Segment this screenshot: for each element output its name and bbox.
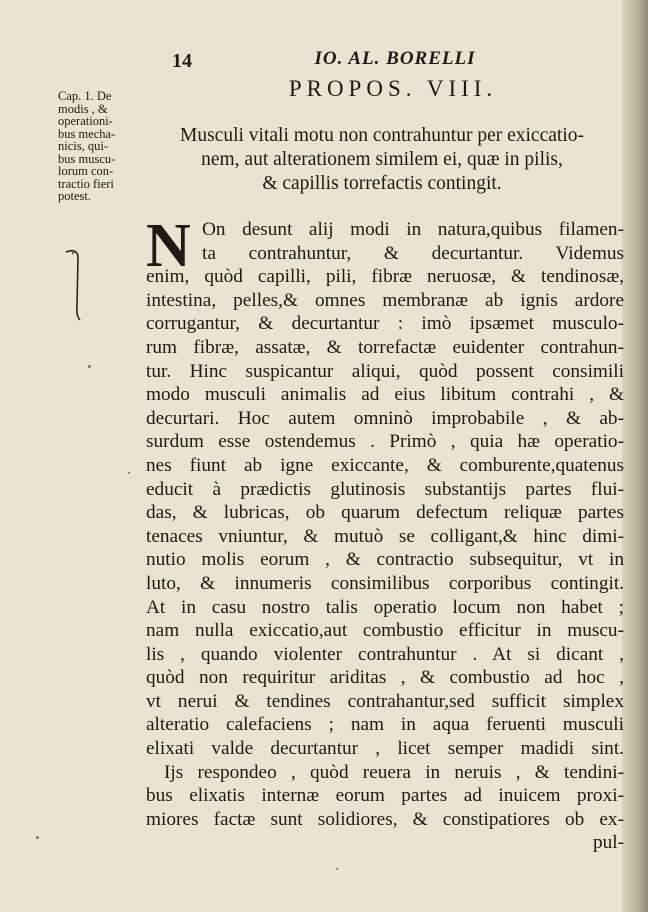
body-line: On desunt alij modi in natura,quibus filamen-: [202, 219, 624, 240]
body-line: modo musculi animalis ad eius libitum contrahi , &: [146, 384, 624, 406]
proposition-title: PROPOS. VIII.: [288, 76, 498, 101]
paper-speck: [336, 868, 338, 870]
heading-line: nem, aut alterationem similem ei, quæ in pilis,: [201, 149, 563, 170]
body-line: enim, quòd capilli, pili, fibræ neruosæ, & tendinosæ,: [146, 266, 624, 288]
margin-note-line: bus muscu-: [58, 151, 116, 166]
margin-note-line: tractio fieri: [58, 176, 114, 191]
body-line: Ijs respondeo , quòd reuera in neruis , & tendini-: [164, 761, 624, 783]
paper-speck: [36, 836, 39, 839]
page-number: 14: [172, 50, 192, 72]
margin-note-line: lorum con-: [58, 164, 114, 178]
body-line: miores factæ sunt solidiores, & constipatiores ob ex-: [146, 808, 624, 830]
body-line: bus elixatis internæ eorum partes ad inuicem proxi-: [146, 785, 624, 807]
drop-cap: N: [146, 212, 191, 280]
margin-bracket-mark: [62, 246, 92, 326]
body-line: educit à prædictis glutinosis substantijs partes flui-: [146, 478, 624, 500]
heading-line: Musculi vitali motu non contrahuntur per exiccatio-: [180, 125, 584, 146]
body-line: das, & lubricas, ob quarum defectum reliquæ partes: [146, 502, 624, 524]
body-line: alteratio calefaciens ; nam in aqua feruenti musculi: [146, 714, 624, 736]
body-line: vt nerui & tendines contrahantur,sed sufficit simplex: [146, 690, 624, 712]
margin-note-line: Cap. 1. De: [58, 89, 112, 103]
body-line: nutio molis eorum , & contractio subsequitur, vt in: [146, 549, 624, 571]
margin-note-line: operationi-: [58, 114, 113, 128]
body-text: [146, 212, 624, 855]
margin-note-line: bus mecha-: [58, 126, 116, 141]
heading-line: & capillis torrefactis contingit.: [262, 173, 502, 194]
body-line: tur. Hinc suspicantur aliqui, quòd possent consimili: [146, 360, 624, 382]
body-line: nam nulla exiccatio,aut combustio efficitur in muscu-: [146, 620, 624, 642]
catchword: pul-: [592, 832, 624, 854]
body-line: quòd non requiritur ariditas , & combustio ad hoc ,: [146, 667, 624, 689]
body-line: lis , quando violenter contrahuntur . At si dicant ,: [146, 643, 624, 665]
margin-note-line: nicis, qui-: [58, 139, 108, 153]
paper-speck: [128, 472, 130, 474]
running-head: IO. AL. BORELLI: [314, 48, 476, 69]
body-line: nes fiunt ab igne exiccante, & comburente,quatenus: [146, 454, 624, 476]
body-line: luto, & innumeris consimilibus corporibus contingit.: [146, 572, 624, 594]
body-line: elixati valde decurtantur , licet semper madidi sint.: [146, 738, 624, 760]
body-line: At in casu nostro talis operatio locum non habet ;: [146, 596, 624, 618]
body-line: decurtari. Hoc autem omninò improbabile , & ab-: [146, 407, 624, 429]
margin-note: [58, 90, 140, 203]
margin-note-line: potest.: [58, 189, 91, 203]
body-line: surdum esse ostendemus . Primò , quia hæ operatio-: [146, 431, 624, 453]
body-line: corrugantur, & decurtantur : imò ipsæmet musculo-: [146, 313, 624, 335]
body-line: tenaces vniuntur, & mutuò se colligant,& hinc dimi-: [146, 525, 624, 547]
body-line: rum fibræ, assatæ, & torrefactæ euidenter contrahun-: [146, 336, 624, 358]
page-edge-shadow: [622, 0, 648, 912]
body-line: ta contrahuntur, & decurtantur. Videmus: [202, 242, 624, 264]
body-line: intestina, pelles,& omnes membranæ ab ignis ardore: [146, 289, 624, 311]
proposition-heading: [142, 124, 622, 196]
paper-speck: [88, 365, 91, 368]
margin-note-line: modis , &: [58, 101, 108, 116]
